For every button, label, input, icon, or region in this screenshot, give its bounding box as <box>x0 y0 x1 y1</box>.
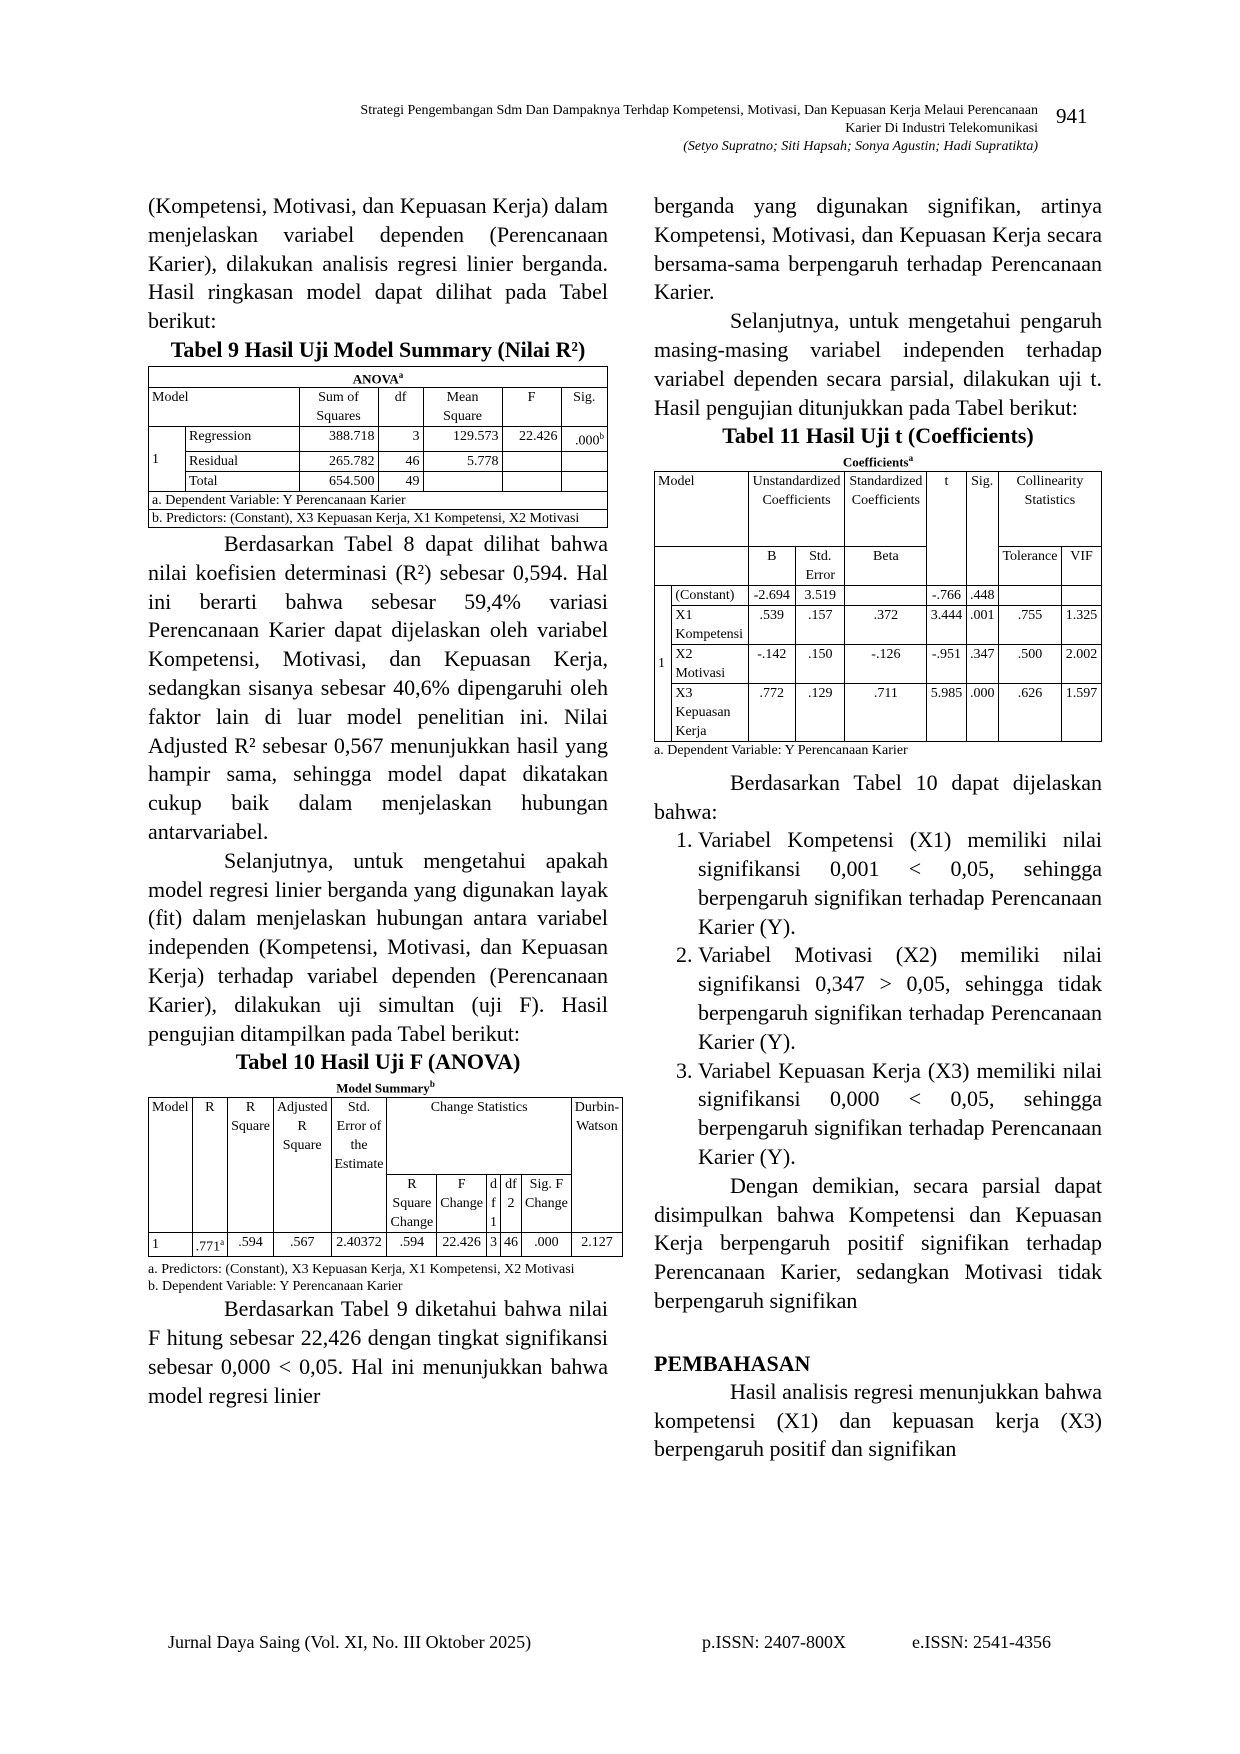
section-heading: PEMBAHASAN <box>654 1350 811 1376</box>
table-row: Residual 265.782 46 5.778 <box>149 451 608 471</box>
table-row: X1 Kompetensi .539 .157 .372 3.444 .001 .755 1.325 <box>655 605 1102 644</box>
table-row: 1 (Constant) -2.694 3.519 -.766 .448 <box>655 585 1102 605</box>
right-paragraph-5: Hasil analisis regresi menunjukkan bahwa kompetensi (X1) dan kepuasan kerja (X3) berpengaruh positif dan signifikan <box>654 1378 1102 1462</box>
table-row: 1 .771$^a$ .594 .567 2.40372 .594 22.426 3 46 .000 2.127 <box>149 1232 623 1257</box>
coefficients-note-a: a. Dependent Variable: Y Perencanaan Karier <box>654 742 908 758</box>
table-9-caption: Tabel 9 Hasil Uji Model Summary (Nilai R²) <box>170 336 586 362</box>
right-paragraph-4: Dengan demikian, secara parsial dapat disimpulkan bahwa Kompetensi dan Kepuasan Kerja berpengaruh positif signifikan terhadap Perencanaan Karier, sedangkan Motivasi tidak berpengaruh signifikan <box>654 1172 1102 1314</box>
left-paragraph-1: (Kompetensi, Motivasi, dan Kepuasan Kerja) dalam menjelaskan variabel dependen (Perencanaan Karier), dilakukan analisis regresi linier berganda. Hasil ringkasan model dapat dilihat pada Tabel berikut: <box>148 193 608 334</box>
anova-header-row: Model Sum of Squares df Mean Square F Sig. <box>149 388 608 427</box>
table-row: X3 Kepuasan Kerja .772 .129 .711 5.985 .000 .626 1.597 <box>655 683 1102 741</box>
anova-note-a: a. Dependent Variable: Y Perencanaan Karier <box>149 491 608 509</box>
model-summary-table: Model Summary$^b$ Model R R Square Adjusted R Square Std. Error of the Estimate Change Statistics Durbin-Watson R Square Change F Change df1 df2 Sig. F Change 1 .771$^a$ .594 .567 2.40372 .594 22.426 3 46 .000 2.127 <box>148 1076 623 1257</box>
model-summary-note-a: a. Predictors: (Constant), X3 Kepuasan Kerja, X1 Kompetensi, X2 Motivasi <box>148 1262 575 1278</box>
table-11-caption: Tabel 11 Hasil Uji t (Coefficients) <box>722 423 1034 449</box>
table-row: 1 Regression 388.718 3 129.573 22.426 .000$^b$ <box>149 427 608 452</box>
table-10-caption: Tabel 10 Hasil Uji F (ANOVA) <box>235 1049 521 1075</box>
table-row: X2 Motivasi -.142 .150 -.126 -.951 .347 .500 2.002 <box>655 644 1102 683</box>
list-item: 2. Variabel Motivasi (X2) memiliki nilai signifikansi 0,347 > 0,05, sehingga tidak berpengaruh signifikan terhadap Perencanaan Karier (Y). <box>698 941 1102 1056</box>
footer-pissn: p.ISSN: 2407-800X <box>702 1632 847 1652</box>
anova-title: ANOVA$^a$ <box>149 366 608 387</box>
model-summary-title: Model Summary$^b$ <box>336 1079 435 1096</box>
right-paragraph-1: berganda yang digunakan signifikan, artinya Kompetensi, Motivasi, dan Kepuasan Kerja secara bersama-sama berpengaruh terhadap Perencanaan Karier. <box>654 193 1102 305</box>
model-summary-note-b: b. Dependent Variable: Y Perencanaan Karier <box>148 1279 403 1295</box>
left-paragraph-4: Berdasarkan Tabel 9 diketahui bahwa nilai F hitung sebesar 22,426 dengan tingkat signifikansi sebesar 0,000 < 0,05. Hal ini menunjukkan bahwa model regresi linier <box>148 1296 608 1408</box>
findings-list <box>654 826 1102 1172</box>
anova-table <box>148 366 608 528</box>
table-row: Total 654.500 49 <box>149 471 608 491</box>
running-header <box>150 102 1038 156</box>
coefficients-title: Coefficients$^a$ <box>842 453 914 470</box>
right-column <box>654 192 1102 1464</box>
anova-note-b: b. Predictors: (Constant), X3 Kepuasan Kerja, X1 Kompetensi, X2 Motivasi <box>149 509 608 527</box>
footer-eissn: e.ISSN: 2541-4356 <box>912 1632 1051 1652</box>
header-title-line1: Strategi Pengembangan Sdm Dan Dampaknya Terhdap Kompetensi, Motivasi, Dan Kepuasan Kerja Melaui Perencanaan <box>360 103 1038 118</box>
list-item: 1. Variabel Kompetensi (X1) memiliki nilai signifikansi 0,001 < 0,05, sehingga berpengaruh signifikan terhadap Perencanaan Karier (Y). <box>698 826 1102 941</box>
right-paragraph-3: Berdasarkan Tabel 10 dapat dijelaskan bahwa: <box>654 769 1102 824</box>
header-title-line2: Karier Di Industri Telekomunikasi <box>845 121 1038 136</box>
page-number: 941 <box>1056 104 1088 128</box>
left-paragraph-2: Berdasarkan Tabel 8 dapat dilihat bahwa nilai koefisien determinasi (R²) sebesar 0,594. Hal ini berarti bahwa sebesar 59,4% variasi Perencanaan Karier dapat dijelaskan oleh variabel Kompetensi, Motivasi, dan Kepuasan Kerja, sedangkan sisanya sebesar 40,6% dipengaruhi oleh faktor lain di luar model penelitian ini. Nilai Adjusted R² sebesar 0,567 menunjukkan hasil yang hampir sama, sehingga model dapat dikatakan cukup baik dalam menjelaskan hubungan antarvariabel. <box>148 530 608 844</box>
header-authors: (Setyo Supratno; Siti Hapsah; Sonya Agustin; Hadi Supratikta) <box>683 139 1038 154</box>
list-item: 3. Variabel Kepuasan Kerja (X3) memiliki nilai signifikansi 0,000 < 0,05, sehingga berpengaruh signifikan terhadap Perencanaan Karier (Y). <box>698 1057 1102 1172</box>
coefficients-table: Coefficients$^a$ Model Unstandardized Coefficients Standardized Coefficients t Sig. Collinearity Statistics B Std. Error Beta Tolerance VIF 1 (Constant) -2.694 3.519 -.766 .448 X1 Kompetensi .539 .157 .372 3.444 .001 .755 1.325 X2 Motivasi -.142 .150 -.126 -.951 .347 .500 2.002 X3 Kepuasan Kerja .772 .129 .711 5.985 .000 .626 1.597 <box>654 450 1102 741</box>
left-paragraph-3: Selanjutnya, untuk mengetahui apakah model regresi linier berganda yang digunakan layak (fit) dalam menjelaskan hubungan antara variabel independen (Kompetensi, Motivasi, dan Kepuasan Kerja) terhadap variabel dependen (Perencanaan Karier), dilakukan uji simultan (uji F). Hasil pengujian ditampilkan pada Tabel berikut: <box>148 847 608 1046</box>
right-paragraph-2: Selanjutnya, untuk mengetahui pengaruh masing-masing variabel independen terhadap variabel dependen secara parsial, dilakukan uji t. Hasil pengujian ditunjukkan pada Tabel berikut: <box>654 308 1102 420</box>
coefficients-header-row: Model Unstandardized Coefficients Standardized Coefficients t Sig. Collinearity Statistics <box>655 471 1102 546</box>
footer-journal: Jurnal Daya Saing (Vol. XI, No. III Oktober 2025) <box>168 1632 532 1652</box>
left-column <box>148 192 620 1410</box>
model-summary-header-row: Model R R Square Adjusted R Square Std. Error of the Estimate Change Statistics Durbin-Watson <box>149 1097 623 1174</box>
